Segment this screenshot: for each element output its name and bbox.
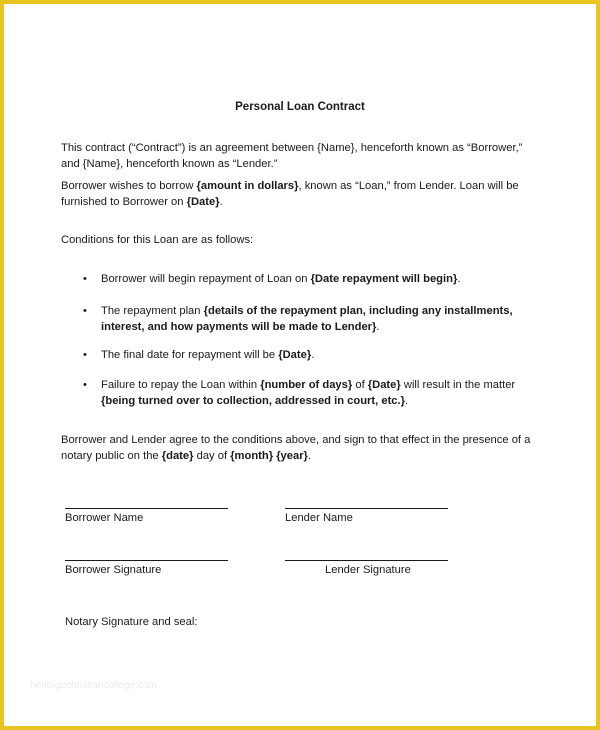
- bullet-marker: •: [83, 349, 87, 361]
- intro-paragraph: This contract (“Contract”) is an agreement between {Name}, henceforth known as “Borrower,” and {Name}, henceforth known as “Lender.”: [61, 142, 523, 170]
- lender-name-line: [285, 508, 448, 509]
- condition-item-4: Failure to repay the Loan within {number of days} of {Date} will result in the matter {being turned over to collection, addressed in court, etc.}.: [101, 379, 516, 407]
- bullet-marker: •: [83, 273, 87, 285]
- condition-item-2: The repayment plan {details of the repayment plan, including any installments, interest, and how payments will be made to Lender}.: [101, 305, 513, 333]
- condition-item-3: The final date for repayment will be {Date}.: [101, 349, 315, 361]
- borrow-paragraph: Borrower wishes to borrow {amount in dollars}, known as “Loan,” from Lender. Loan will be furnished to Borrower on {Date}.: [61, 180, 519, 208]
- borrower-name-line: [65, 508, 228, 509]
- notary-label: Notary Signature and seal:: [65, 616, 198, 628]
- document-title: Personal Loan Contract: [235, 101, 365, 113]
- borrower-name-label: Borrower Name: [65, 512, 144, 524]
- lender-name-label: Lender Name: [285, 512, 353, 524]
- agreement-paragraph: Borrower and Lender agree to the conditions above, and sign to that effect in the presence of a notary public on the {date} day of {month} {year}.: [61, 434, 531, 462]
- borrower-signature-line: [65, 560, 228, 561]
- borrower-signature-label: Borrower Signature: [65, 564, 162, 576]
- condition-item-1: Borrower will begin repayment of Loan on {Date repayment will begin}.: [101, 273, 461, 285]
- bullet-marker: •: [83, 379, 87, 391]
- watermark: heritagechristiancollege.com: [30, 680, 157, 691]
- bullet-marker: •: [83, 305, 87, 317]
- conditions-heading: Conditions for this Loan are as follows:: [61, 234, 254, 246]
- lender-signature-label: Lender Signature: [325, 564, 411, 576]
- lender-signature-line: [285, 560, 448, 561]
